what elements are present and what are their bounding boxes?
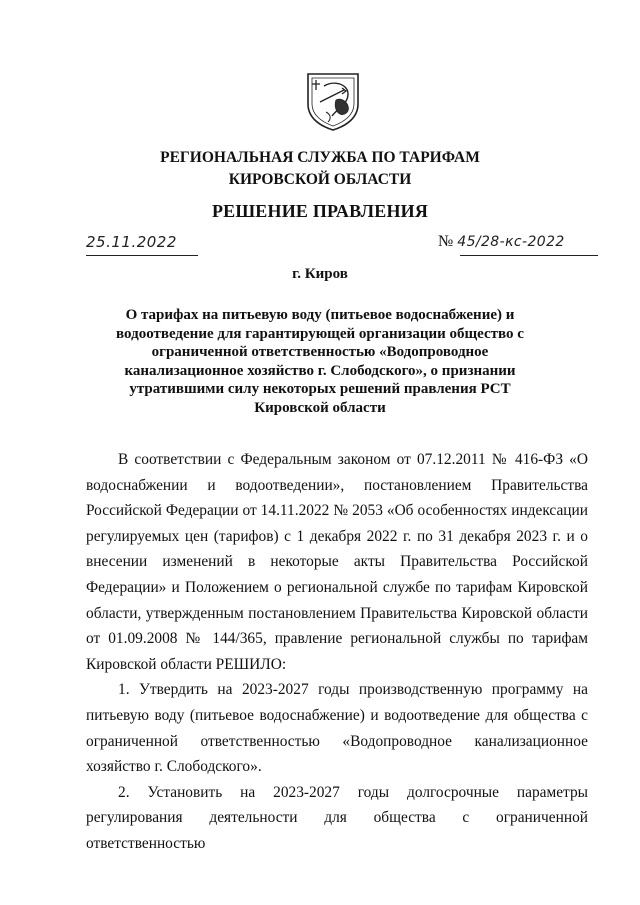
title-line: ограниченной ответственностью «Водопроводное <box>151 344 489 361</box>
title-line: Кировской области <box>254 399 386 416</box>
title-line: утратившими силу некоторых решений правления РСТ <box>129 381 511 398</box>
title-line: водоотведение для гарантирующей организации общество с <box>116 325 524 342</box>
date-underline <box>86 255 198 256</box>
body-paragraph-item-2: 2. Установить на 2023-2027 годы долгосрочные параметры регулирования деятельности для общества с ограниченной ответственностью <box>86 783 588 852</box>
body-paragraph-preamble: В соответствии с Федеральным законом от 07.12.2011 № 416-ФЗ «О водоснабжении и водоотведении», постановлением Правительства Российской Федерации от 14.11.2022 № 2053 «Об особенностях индексации регулируемых цен (тарифов) с 1 декабря 2022 г. по 31 декабря 2023 г. и о внесении изменений в некоторые акты Правительства Российской Федерации» и Положением о региональной службе по тарифам Кировской области, утвержденным постановлением Правительства Кировской области от 01.09.2008 № 144/365, правление региональной службы по тарифам Кировской области РЕШИЛО: <box>86 451 588 673</box>
decision-date-value: 25.11.2022 <box>86 233 177 251</box>
organization-line-1: РЕГИОНАЛЬНАЯ СЛУЖБА ПО ТАРИФАМ <box>160 149 480 166</box>
document-body <box>86 447 588 857</box>
decision-date <box>86 233 198 259</box>
body-paragraph-item-1: 1. Утвердить на 2023-2027 годы производственную программу на питьевую воду (питьевое водоснабжение) и водоотведение для общества с ограниченной ответственностью «Водопроводное канализационное хозяйство г. Слободского». <box>86 681 588 776</box>
decision-number <box>438 233 598 259</box>
organization-name <box>0 147 640 191</box>
decision-title: РЕШЕНИЕ ПРАВЛЕНИЯ <box>211 201 429 221</box>
title-line: канализационное хозяйство г. Слободского», о признании <box>124 362 516 379</box>
number-sign: № <box>438 233 454 250</box>
kirov-coat-of-arms-icon <box>304 70 362 132</box>
organization-line-2: КИРОВСКОЙ ОБЛАСТИ <box>228 171 412 188</box>
decision-number-value: 45/28-кс-2022 <box>457 234 565 250</box>
city: г. Киров <box>292 266 348 282</box>
number-underline <box>460 255 598 256</box>
document-title <box>100 306 540 418</box>
title-line: О тарифах на питьевую воду (питьевое водоснабжение) и <box>125 307 515 323</box>
